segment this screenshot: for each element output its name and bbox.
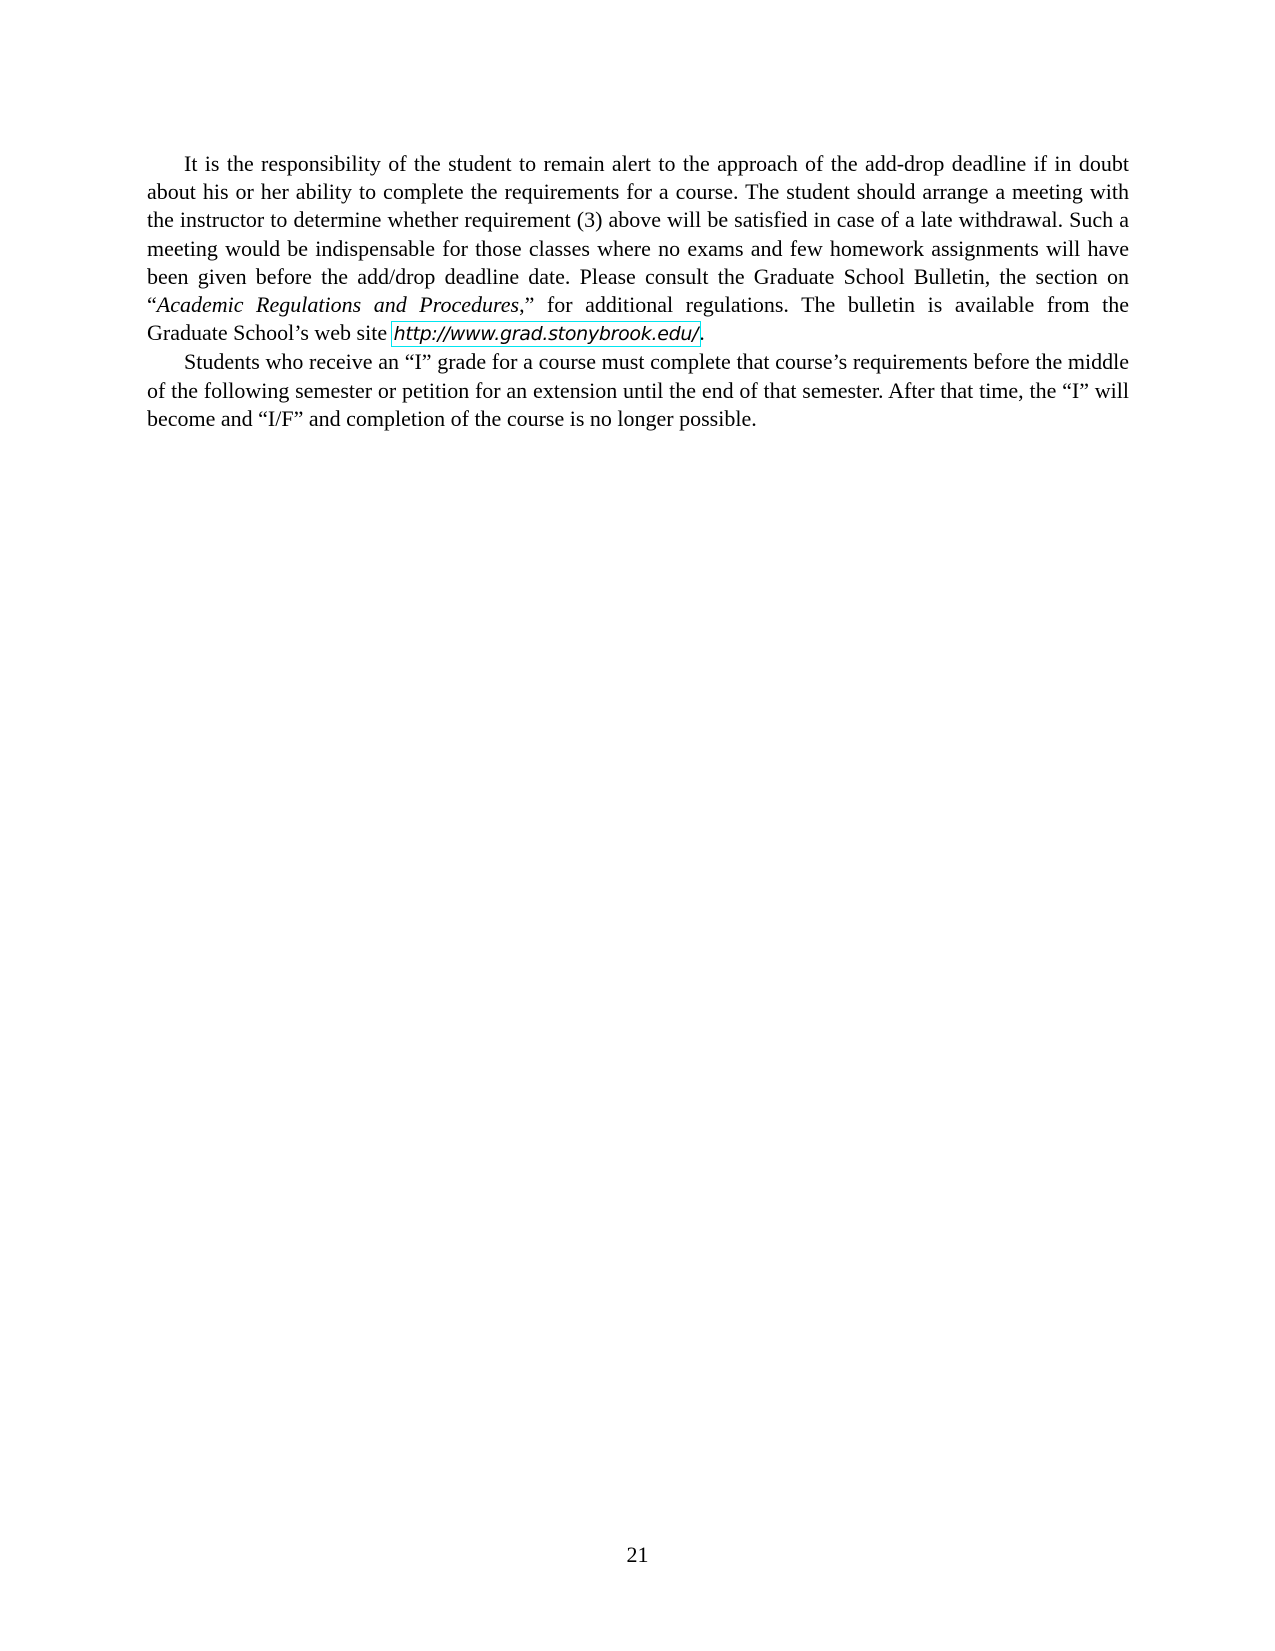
- paragraph-incomplete-grade: Students who receive an “I” grade for a course must complete that course’s requirements before the middle of the following semester or petition for an extension until the end of that semester. After that time, the “I” will become and “I/F” and completion of the course is no longer possible.: [147, 349, 1129, 431]
- italic-section-title: Academic Regulations and Procedures: [156, 292, 520, 318]
- graduate-school-link[interactable]: http://www.grad.stonybrook.edu/: [393, 323, 699, 346]
- paragraph-text: .: [699, 320, 705, 346]
- paragraph-add-drop-responsibility: [147, 150, 1129, 348]
- body-text: [147, 150, 1129, 433]
- page-number: 21: [626, 1542, 649, 1567]
- paragraph-text: It is the responsibility of the student to remain alert to the approach of the add-drop deadline if in doubt about his or her ability to complete the requirements for a course. The student should arrange a meeting with the instructor to determine whether requirement (3) above will be satisfied in case of a late withdrawal. Such a meeting would be indispensable for those classes where no exams and few homework assignments will have been given before the add/drop deadline date. Please consult the Graduate School Bulletin, the section on “: [147, 151, 1129, 318]
- paragraph-text: ,” for additional regulations. The bulletin is available from the Graduate School’s web site: [147, 292, 1129, 346]
